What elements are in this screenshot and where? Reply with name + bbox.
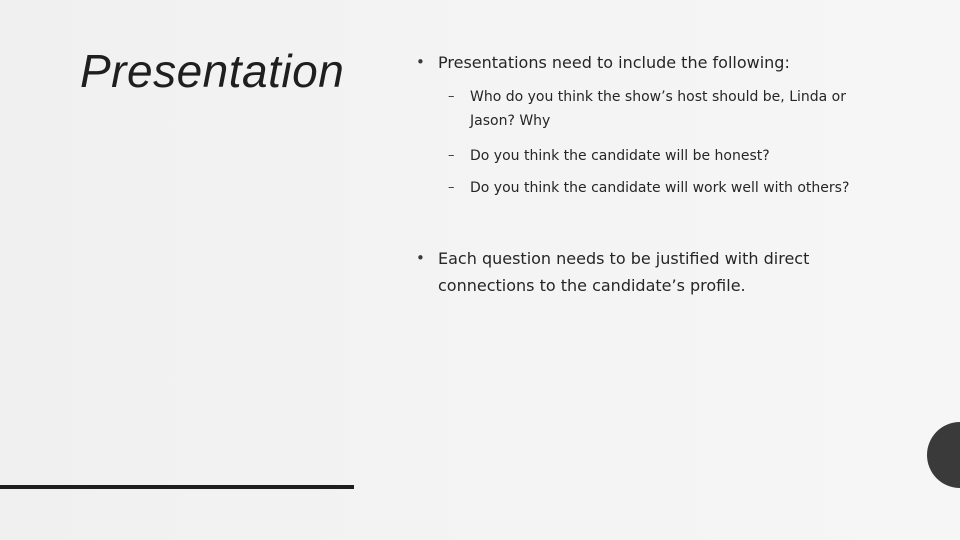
slide-title: Presentation bbox=[80, 45, 345, 97]
sub-bullet-text: Do you think the candidate will work well with others? bbox=[470, 180, 850, 196]
bullet-item bbox=[416, 245, 846, 299]
sub-bullet-item bbox=[448, 85, 888, 133]
sub-bullet-item bbox=[448, 176, 908, 200]
bullet-text: Presentations need to include the following: bbox=[438, 53, 790, 72]
dash-icon: – bbox=[448, 180, 455, 195]
sub-bullet-text: Do you think the candidate will be honest? bbox=[470, 148, 770, 164]
bullet-dot-icon: • bbox=[416, 249, 425, 267]
sub-bullet-item bbox=[448, 144, 888, 168]
bullet-item bbox=[416, 49, 836, 76]
bullet-dot-icon: • bbox=[416, 53, 425, 71]
dash-icon: – bbox=[448, 148, 455, 163]
sub-bullet-text: Who do you think the show’s host should be, Linda or Jason? Why bbox=[470, 89, 846, 129]
dash-icon: – bbox=[448, 89, 455, 104]
bullet-text: Each question needs to be justified with direct connections to the candidate’s profile. bbox=[438, 249, 810, 295]
